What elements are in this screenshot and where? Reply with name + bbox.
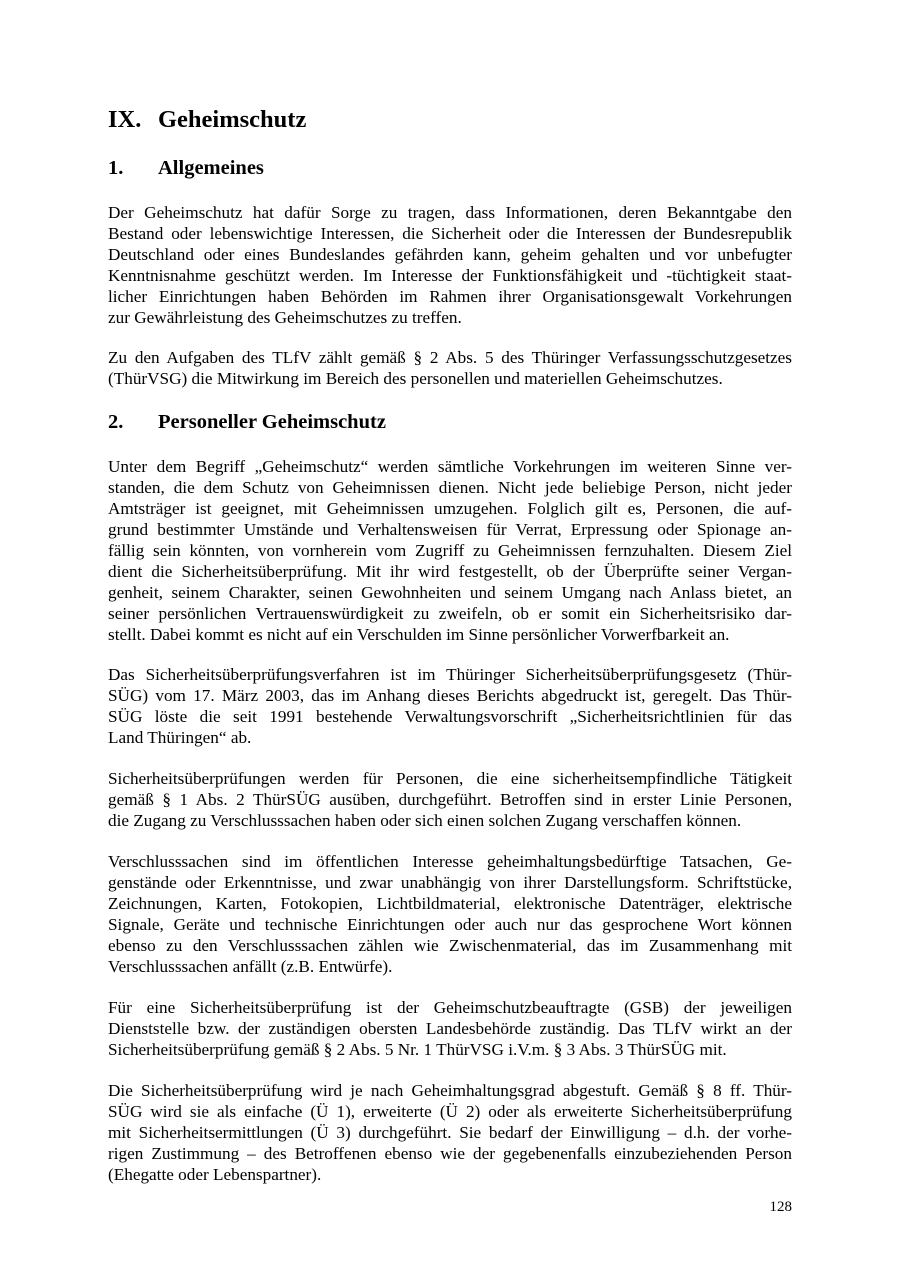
text-line: Der Geheimschutz hat dafür Sorge zu tragen, dass Informationen, deren Bekanntgabe den (108, 203, 792, 222)
text-line: Zeichnungen, Karten, Fotokopien, Lichtbildmaterial, elektronische Datenträger, elektrische (108, 894, 792, 913)
paragraph-5 (108, 768, 792, 831)
text-line: Deutschland oder eines Bundeslandes gefährden kann, geheim gehalten und vor unbefugter (108, 245, 792, 264)
text-line: seiner persönlichen Vertrauenswürdigkeit zu zweifeln, ob er somit ein Sicherheitsrisiko dar- (108, 604, 792, 623)
paragraph-3 (108, 456, 792, 645)
text-line: Amtsträger ist geeignet, mit Geheimnissen umzugehen. Folglich gilt es, Personen, die auf- (108, 499, 792, 518)
text-line: genheit, seinem Charakter, seinen Gewohnheiten und seinem Umgang nach Anlass bietet, an (108, 583, 792, 602)
text-line: Land Thüringen“ ab. (108, 728, 252, 747)
text-line: die Zugang zu Verschlusssachen haben oder sich einen solchen Zugang verschaffen können. (108, 811, 742, 830)
text-line: genstände oder Erkenntnisse, und zwar unabhängig von ihrer Darstellungsform. Schriftstücke, (108, 873, 792, 892)
paragraph-8 (108, 1080, 792, 1185)
text-line: Verschlusssachen anfällt (z.B. Entwürfe). (108, 957, 393, 976)
section-title: Allgemeines (158, 157, 264, 179)
text-line: Verschlusssachen sind im öffentlichen Interesse geheimhaltungsbedürftige Tatsachen, Ge- (108, 852, 792, 871)
text-line: SÜG) vom 17. März 2003, das im Anhang dieses Berichts abgedruckt ist, geregelt. Das Thür- (108, 686, 792, 705)
paragraph-7 (108, 997, 792, 1060)
text-line: Sicherheitsüberprüfung gemäß § 2 Abs. 5 Nr. 1 ThürVSG i.V.m. § 3 Abs. 3 ThürSÜG mit. (108, 1040, 727, 1059)
text-line: (Ehegatte oder Lebenspartner). (108, 1165, 322, 1184)
text-line: mit Sicherheitsermittlungen (Ü 3) durchgeführt. Sie bedarf der Einwilligung – d.h. der vorhe- (108, 1123, 792, 1142)
text-line: SÜG wird sie als einfache (Ü 1), erweiterte (Ü 2) oder als erweiterte Sicherheitsüberprüfung (108, 1102, 792, 1121)
paragraph-2 (108, 347, 792, 389)
paragraph-1 (108, 202, 792, 328)
text-line: stellt. Dabei kommt es nicht auf ein Verschulden im Sinne persönlicher Vorwerfbarkeit an. (108, 625, 730, 644)
text-line: Kenntnisnahme geschützt werden. Im Interesse der Funktionsfähigkeit und -tüchtigkeit staat- (108, 266, 792, 285)
text-line: grund bestimmter Umstände und Verhaltensweisen für Verrat, Erpressung oder Spionage an- (108, 520, 792, 539)
text-line: zur Gewährleistung des Geheimschutzes zu treffen. (108, 308, 462, 327)
text-line: Zu den Aufgaben des TLfV zählt gemäß § 2 Abs. 5 des Thüringer Verfassungsschutzgesetzes (108, 348, 792, 367)
text-line: dient die Sicherheitsüberprüfung. Mit ihr wird festgestellt, ob der Überprüfte seiner Vergan- (108, 562, 792, 581)
text-line: fällig sein könnten, von vornherein vom Zugriff zu Geheimnissen fernzuhalten. Diesem Ziel (108, 541, 792, 560)
chapter-title: Geheimschutz (158, 106, 307, 133)
text-line: Signale, Geräte und technische Einrichtungen oder auch nur das gesprochene Wort können (108, 915, 792, 934)
text-line: licher Einrichtungen haben Behörden im Rahmen ihrer Organisationsgewalt Vorkehrungen (108, 287, 792, 306)
section-title: Personeller Geheimschutz (158, 411, 386, 433)
text-line: Das Sicherheitsüberprüfungsverfahren ist im Thüringer Sicherheitsüberprüfungsgesetz (Thür- (108, 665, 792, 684)
section-heading-allgemeines (108, 157, 264, 180)
text-line: SÜG löste die seit 1991 bestehende Verwaltungsvorschrift „Sicherheitsrichtlinien für das (108, 707, 792, 726)
text-line: Dienststelle bzw. der zuständigen obersten Landesbehörde zuständig. Das TLfV wirkt an der (108, 1019, 792, 1038)
text-line: Für eine Sicherheitsüberprüfung ist der Geheimschutzbeauftragte (GSB) der jeweiligen (108, 998, 792, 1017)
text-line: ebenso zu den Verschlusssachen zählen wie Zwischenmaterial, das im Zusammenhang mit (108, 936, 792, 955)
section-heading-personeller-geheimschutz (108, 411, 386, 434)
text-line: standen, die dem Schutz von Geheimnissen dienen. Nicht jede beliebige Person, nicht jeder (108, 478, 792, 497)
text-line: Die Sicherheitsüberprüfung wird je nach Geheimhaltungsgrad abgestuft. Gemäß § 8 ff. Thür- (108, 1081, 792, 1100)
section-number: 2. (108, 411, 124, 433)
text-line: gemäß § 1 Abs. 2 ThürSÜG ausüben, durchgeführt. Betroffen sind in erster Linie Personen, (108, 790, 792, 809)
text-line: Bestand oder lebenswichtige Interessen, die Sicherheit oder die Interessen der Bundesrepublik (108, 224, 792, 243)
chapter-heading (108, 106, 306, 134)
chapter-number: IX. (108, 106, 142, 133)
text-line: Sicherheitsüberprüfungen werden für Personen, die eine sicherheitsempfindliche Tätigkeit (108, 769, 792, 788)
paragraph-4 (108, 664, 792, 748)
text-line: rigen Zustimmung – des Betroffenen ebenso wie der gegebenenfalls einzubeziehenden Person (108, 1144, 792, 1163)
text-line: (ThürVSG) die Mitwirkung im Bereich des personellen und materiellen Geheimschutzes. (108, 369, 723, 388)
paragraph-6 (108, 851, 792, 977)
section-number: 1. (108, 157, 124, 179)
text-line: Unter dem Begriff „Geheimschutz“ werden sämtliche Vorkehrungen im weiteren Sinne ver- (108, 457, 792, 476)
page-number: 128 (769, 1199, 792, 1215)
